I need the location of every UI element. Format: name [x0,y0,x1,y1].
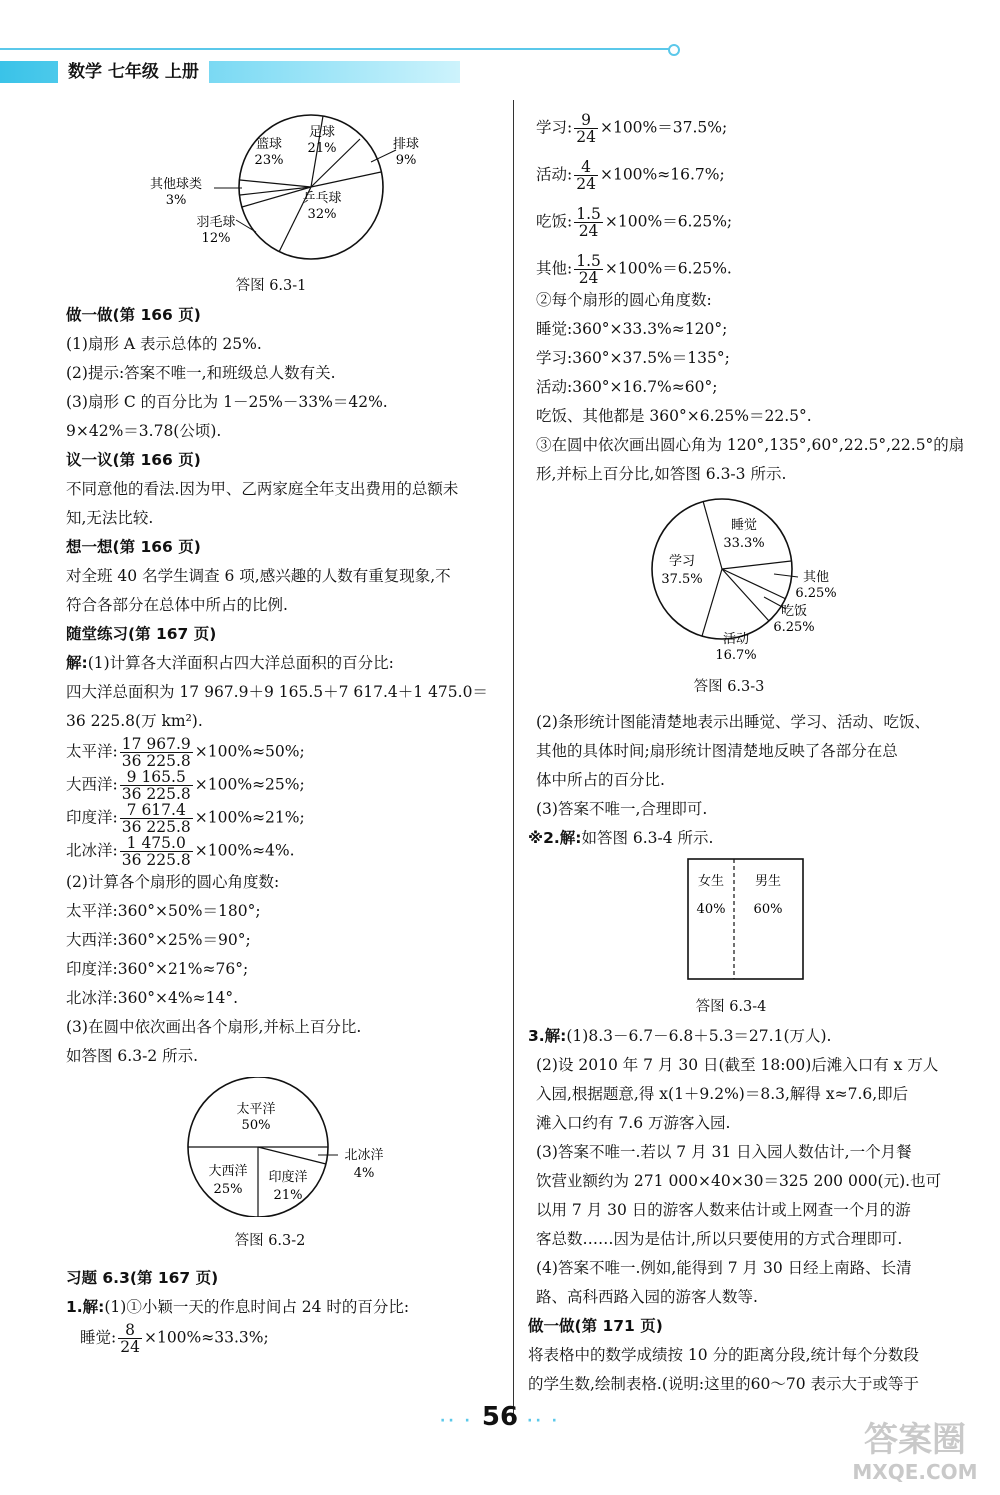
pie3-pct-meal: 6.25% [773,620,815,635]
fraction-line [80,1322,506,1355]
section-heading: 议一议(第 166 页) [66,451,201,469]
fraction-label: 印度洋: [66,808,118,827]
pie1-pct-football: 21% [307,141,337,156]
numerator: 1.5 [576,252,601,270]
text-line: 将表格中的数学成绩按 10 分的距离分段,统计每个分数段 [528,1346,920,1364]
header-title: 数学 七年级 上册 [58,61,209,83]
fraction-tail: ×100%＝37.5%; [599,118,728,137]
pie3-label-study: 学习 [668,554,696,569]
text-line: ②每个扇形的圆心角度数: [536,291,712,309]
fraction [574,206,603,239]
numerator: 1 475.0 [120,835,193,852]
fraction-tail: ×100%≈4%. [194,841,295,860]
text-line: 对全班 40 名学生调查 6 项,感兴趣的人数有重复现象,不 [66,567,451,585]
pie2-pct-pacific: 50% [241,1118,271,1133]
text-line: 知,无法比较. [66,509,154,527]
fraction [118,1322,142,1355]
text-line: 以用 7 月 30 日的游客人数来估计或上网查一个月的游 [536,1201,911,1219]
section-heading: 想一想(第 166 页) [66,538,201,556]
fraction-line [536,159,976,192]
page-number: 56 [481,1402,519,1432]
header-rule-end-dot [668,44,680,56]
figure-6-3-1-pie [66,112,506,262]
figure-6-3-3-caption: 答图 6.3-3 [693,679,765,695]
rect-label-boys: 男生 [754,874,782,889]
pie3-pct-study: 37.5% [661,572,703,587]
text-line: 饮营业额约为 271 000×40×30＝325 200 000(元).也可 [536,1172,942,1190]
text-line: 不同意他的看法.因为甲、乙两家庭全年支出费用的总额未 [66,480,459,498]
solution-label: ※2.解: [528,829,582,847]
text-line: 太平洋:360°×50%＝180°; [66,902,261,920]
section-heading: 随堂练习(第 167 页) [66,625,217,643]
pie2-label-pacific: 太平洋 [236,1102,276,1117]
fraction-line [66,835,506,868]
pie3-label-sleep: 睡觉 [730,518,758,533]
numerator: 9 [574,112,598,129]
pie1-pct-tabletennis: 32% [307,207,337,222]
fraction [574,253,603,286]
numerator: 17 967.9 [121,735,191,753]
figure-6-3-2-caption: 答图 6.3-2 [234,1233,306,1249]
fraction-label: 其他: [536,259,573,278]
text-line: 符合各部分在总体中所占的比例. [66,596,288,614]
figure-6-3-4-rect [536,857,976,983]
section-heading: 习题 6.3(第 167 页) [66,1269,219,1287]
text-line [528,1022,976,1051]
pie2-pct-indian: 21% [273,1188,303,1203]
rect-label-girls: 女生 [697,874,725,889]
page-dots: ·· · [527,1413,560,1429]
fraction [120,835,193,868]
fraction-label: 学习: [536,118,573,137]
fraction-label: 北冰洋: [66,841,118,860]
fraction [120,769,193,802]
text-line: (2)条形统计图能清楚地表示出睡觉、学习、活动、吃饭、 [536,713,930,731]
text-span: (1)计算各大洋面积占四大洋总面积的百分比: [87,654,394,672]
solution-label: 3.解: [528,1027,567,1045]
pie2-pct-atlantic: 25% [213,1182,243,1197]
text-line: 体中所占的百分比. [536,771,665,789]
denominator: 36 225.8 [121,752,191,770]
numerator: 9 165.5 [120,769,193,786]
fraction-label: 活动: [536,165,573,184]
denominator: 24 [578,222,599,240]
pie1-pct-badminton: 12% [201,231,231,246]
text-line: 的学生数,绘制表格.(说明:这里的60～70 表示大于或等于 [528,1375,919,1393]
text-line: 客总数……因为是估计,所以只要使用的方式合理即可. [536,1230,903,1248]
text-line: (3)扇形 C 的百分比为 1－25%－33%＝42%. [66,393,388,411]
text-line: 路、高科西路入园的游客人数等. [536,1288,758,1306]
pie1-label-volleyball: 排球 [392,137,420,152]
pie1-label-badminton: 羽毛球 [196,215,236,230]
pie2-label-atlantic: 大西洋 [208,1164,248,1179]
numerator: 4 [574,159,598,176]
text-line: 9×42%＝3.78(公顷). [66,422,222,440]
fraction-line [66,769,506,802]
fraction-line [536,206,976,239]
watermark [835,1420,995,1492]
text-line: ③在圆中依次画出圆心角为 120°,135°,60°,22.5°,22.5°的扇 [536,436,965,454]
fraction-label: 睡觉: [80,1328,117,1347]
pie2-pct-arctic: 4% [353,1166,375,1181]
pie1-pct-other: 3% [165,193,187,208]
pie2-label-arctic: 北冰洋 [344,1148,384,1163]
fraction-line [536,253,976,286]
fraction-tail: ×100%≈21%; [194,808,305,827]
fraction-line [66,736,506,769]
fraction-tail: ×100%≈50%; [194,742,305,761]
numerator: 8 [118,1322,142,1339]
watermark-line2: MXQE.COM [852,1460,978,1484]
text-line: 睡觉:360°×33.3%≈120°; [536,320,728,338]
fraction-label: 太平洋: [66,742,118,761]
fraction [120,802,193,835]
text-line: 如答图 6.3-2 所示. [66,1047,199,1065]
text-line [66,1293,506,1322]
rect-pct-boys: 60% [753,902,783,917]
text-line: 四大洋总面积为 17 967.9＋9 165.5＋7 617.4＋1 475.0＝ [66,683,488,701]
pie1-label-tabletennis: 乒乓球 [302,191,342,206]
denominator: 24 [576,175,596,193]
section-heading: 做一做(第 166 页) [66,306,201,324]
text-line: 滩入口约有 7.6 万游客入园. [536,1114,731,1132]
solution-label: 1.解: [66,1298,105,1316]
denominator: 36 225.8 [121,851,191,869]
text-line: 其他的具体时间;扇形统计图清楚地反映了各部分在总 [536,742,898,760]
pie3-label-activity: 活动 [722,632,750,647]
fraction [120,736,193,769]
text-line: 学习:360°×37.5%＝135°; [536,349,730,367]
pie1-pct-basketball: 23% [254,153,284,168]
text-line: 形,并标上百分比,如答图 6.3-3 所示. [536,465,787,483]
text-line: (2)计算各个扇形的圆心角度数: [66,873,280,891]
text-line: (1)扇形 A 表示总体的 25%. [66,335,262,353]
numerator: 1.5 [576,205,601,223]
figure-6-3-3-pie [536,493,976,663]
fraction-tail: ×100%＝6.25%. [604,259,732,278]
fraction-label: 大西洋: [66,775,118,794]
pie1-label-other: 其他球类 [149,177,203,192]
pie3-pct-activity: 16.7% [715,648,757,663]
fraction [574,159,598,192]
section-heading: 做一做(第 171 页) [528,1317,663,1335]
pie3-pct-sleep: 33.3% [723,536,765,551]
figure-6-3-4-caption: 答图 6.3-4 [695,999,767,1015]
fraction-tail: ×100%＝6.25%; [604,212,733,231]
pie2-label-indian: 印度洋 [268,1170,308,1185]
text-line: (4)答案不唯一.例如,能得到 7 月 30 日经上南路、长清 [536,1259,912,1277]
page-dots: ·· · [440,1413,473,1429]
denominator: 24 [576,128,596,146]
figure-6-3-1-caption: 答图 6.3-1 [235,278,307,294]
fraction-tail: ×100%≈16.7%; [599,165,725,184]
pie1-label-football: 足球 [308,125,336,140]
numerator: 7 617.4 [120,802,193,819]
fraction-line [66,802,506,835]
column-divider [513,100,514,1420]
pie1-label-basketball: 篮球 [255,137,283,152]
text-line: 入园,根据题意,得 x(1＋9.2%)＝8.3,解得 x≈7.6,即后 [536,1085,909,1103]
pie3-pct-other: 6.25% [795,586,837,601]
fraction-label: 吃饭: [536,212,573,231]
pie1-pct-volleyball: 9% [395,153,417,168]
right-column [528,111,976,1399]
text-line: 印度洋:360°×21%≈76°; [66,960,249,978]
text-line: (2)提示:答案不唯一,和班级总人数有关. [66,364,336,382]
fraction-tail: ×100%≈25%; [194,775,305,794]
text-line: (3)在圆中依次画出各个扇形,并标上百分比. [66,1018,362,1036]
text-line: 吃饭、其他都是 360°×6.25%＝22.5°. [536,407,812,425]
text-line: 北冰洋:360°×4%≈14°. [66,989,239,1007]
text-line: (3)答案不唯一,合理即可. [536,800,708,818]
text-line: (3)答案不唯一.若以 7 月 31 日入园人数估计,一个月餐 [536,1143,912,1161]
left-column [66,112,506,1355]
fraction [574,112,598,145]
denominator: 36 225.8 [121,818,191,836]
text-span: (1)①小颖一天的作息时间占 24 时的百分比: [104,1298,410,1316]
text-line [528,824,976,853]
page-header [0,55,470,85]
pie3-label-meal: 吃饭 [780,604,808,619]
text-span: (1)8.3－6.7－6.8＋5.3＝27.1(万人). [566,1027,832,1045]
denominator: 36 225.8 [121,785,191,803]
denominator: 24 [120,1338,140,1356]
text-span: 如答图 6.3-4 所示. [581,829,714,847]
fraction-line [536,112,976,145]
text-line: 活动:360°×16.7%≈60°; [536,378,718,396]
text-line [66,649,506,678]
solution-label: 解: [66,654,88,672]
header-rule [0,48,675,50]
pie3-label-other: 其他 [802,570,830,585]
text-line: 36 225.8(万 km²). [66,712,203,730]
figure-6-3-2-pie [66,1077,506,1217]
watermark-line1: 答案圈 [864,1420,966,1460]
rect-pct-girls: 40% [696,902,726,917]
text-line: (2)设 2010 年 7 月 30 日(截至 18:00)后滩入口有 x 万人 [536,1056,939,1074]
text-line: 大西洋:360°×25%＝90°; [66,931,251,949]
fraction-tail: ×100%≈33.3%; [143,1328,269,1347]
denominator: 24 [578,269,599,287]
